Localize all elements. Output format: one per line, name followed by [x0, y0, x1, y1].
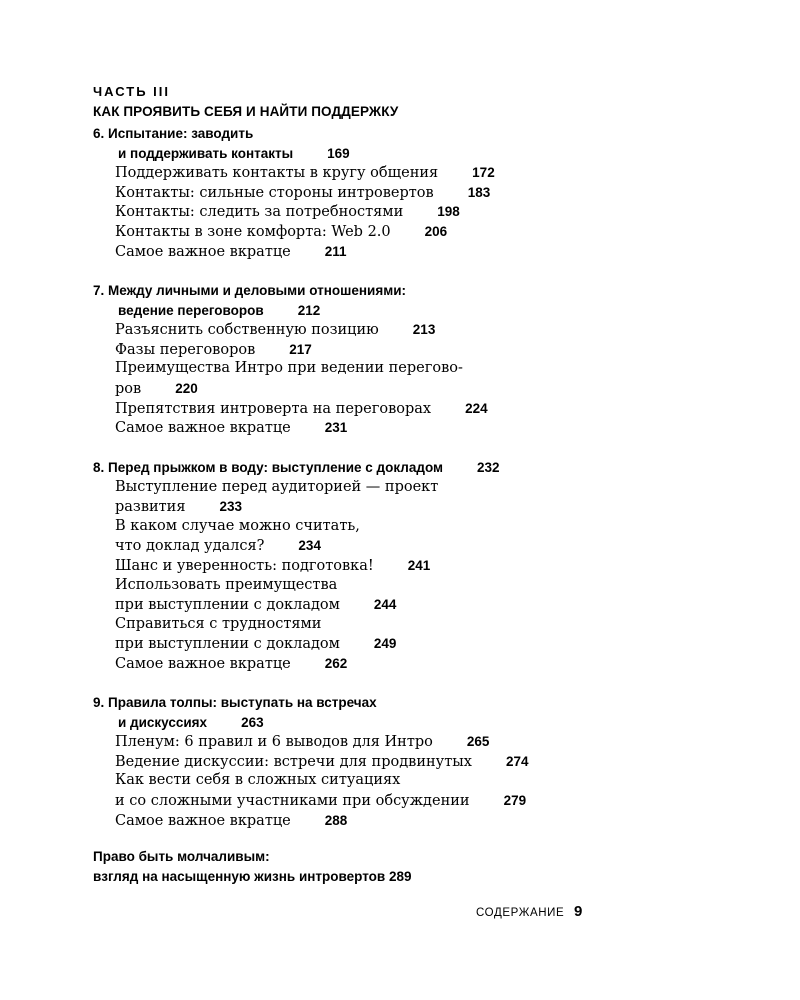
chapter-heading-text: и дискуссиях [118, 714, 208, 730]
toc-page-number: 169 [327, 145, 350, 161]
toc-page-number: 233 [219, 499, 243, 515]
toc-entry-text: Преимущества Интро при ведении перегово- [115, 360, 463, 377]
toc-page-number: 244 [373, 597, 397, 613]
closing-title [93, 849, 270, 864]
toc-entry-text: Справиться с трудностями [115, 615, 322, 632]
toc-entry [115, 183, 490, 203]
toc-entry [115, 478, 438, 497]
closing-line-2: взгляд на насыщенную жизнь интровертов [93, 869, 386, 884]
toc-entry [115, 340, 312, 360]
chapter-heading [93, 693, 377, 712]
toc-page-number: 262 [324, 656, 348, 671]
toc-entry [115, 752, 528, 772]
toc-entry [115, 320, 435, 340]
toc-entry-text: В каком случае можно считать, [115, 517, 360, 534]
chapter-heading-text: ведение переговоров [118, 302, 264, 318]
toc-entry [115, 595, 396, 615]
toc-entry [115, 556, 430, 576]
chapter-heading [118, 713, 264, 732]
toc-page-number: 232 [477, 460, 500, 475]
toc-entry [115, 791, 526, 811]
part-label: ЧАСТЬ III [93, 84, 170, 99]
toc-entry [115, 418, 347, 438]
toc-entry-text: Как вести себя в сложных ситуациях [115, 772, 401, 789]
toc-entry [115, 732, 489, 752]
toc-entry [115, 517, 360, 536]
toc-entry-text: Разъяснить собственную позицию [115, 322, 379, 339]
toc-entry-text: что доклад удался? [115, 538, 265, 555]
toc-page-number: 217 [289, 341, 312, 357]
toc-entry [115, 615, 321, 634]
chapter-heading [118, 301, 320, 320]
toc-page-number: 279 [503, 793, 527, 808]
chapter-heading [93, 458, 500, 477]
toc-entry-text: Контакты: сильные стороны интровертов [115, 184, 434, 201]
closing-subtitle [93, 869, 412, 884]
toc-entry-text: развития [115, 499, 186, 516]
closing-page-number: 289 [388, 869, 412, 884]
toc-entry [115, 222, 447, 242]
toc-entry-text: Самое важное вкратце [115, 420, 291, 437]
toc-page-number: 234 [298, 538, 321, 554]
toc-entry [115, 576, 337, 595]
page-number: 9 [574, 903, 583, 920]
toc-entry [115, 497, 242, 517]
chapter-heading-text: и поддерживать контакты [118, 145, 294, 161]
toc-page-number: 212 [297, 302, 321, 318]
chapter-heading-text: 6. Испытание: заводить [93, 126, 254, 141]
toc-page-number: 241 [407, 558, 431, 573]
toc-entry-text: при выступлении с докладом [115, 636, 340, 653]
toc-entry [115, 359, 463, 378]
toc-page-number: 274 [505, 753, 529, 769]
chapter-heading [118, 144, 350, 163]
toc-page-number: 231 [324, 420, 348, 436]
toc-page-number: 249 [373, 636, 397, 652]
toc-entry [115, 771, 400, 790]
toc-entry-text: Использовать преимущества [115, 576, 338, 593]
toc-entry-text: Поддерживать контакты в кругу общения [115, 165, 439, 182]
toc-page-number: 288 [324, 812, 348, 828]
toc-page-number: 224 [465, 400, 488, 416]
toc-entry-text: Выступление перед аудиторией — проект [115, 478, 439, 495]
toc-entry-text: ров [115, 381, 142, 397]
toc-entry-text: Контакты: следить за потребностями [115, 204, 404, 221]
toc-entry-text: Контакты в зоне комфорта: Web 2.0 [115, 224, 391, 240]
toc-page-number: 213 [412, 322, 436, 338]
toc-page-number: 211 [324, 243, 347, 259]
toc-page-number: 198 [437, 204, 460, 220]
chapter-heading [93, 281, 406, 300]
toc-page-number: 220 [175, 381, 198, 396]
chapter-heading-text: 7. Между личными и деловыми отношениями: [93, 283, 407, 298]
toc-page-number: 172 [472, 165, 495, 181]
part-title: КАК ПРОЯВИТЬ СЕБЯ И НАЙТИ ПОДДЕРЖКУ [93, 104, 399, 119]
toc-page-number: 183 [467, 184, 491, 200]
toc-entry [115, 399, 488, 419]
toc-entry-text: Шанс и уверенность: подготовка! [115, 558, 374, 574]
toc-entry-text: Препятствия интроверта на переговорах [115, 400, 432, 417]
toc-entry-text: Фазы переговоров [115, 341, 256, 358]
toc-entry-text: Самое важное вкратце [115, 812, 291, 829]
toc-entry-text: и со сложными участниками при обсуждении [115, 793, 470, 809]
toc-entry [115, 379, 198, 399]
closing-line-1: Право быть молчаливым: [93, 849, 270, 864]
toc-entry-text: Самое важное вкратце [115, 243, 291, 260]
toc-page-number: 263 [241, 714, 264, 730]
chapter-heading [93, 124, 253, 143]
toc-entry-text: Самое важное вкратце [115, 656, 291, 672]
toc-entry [115, 536, 321, 556]
toc-page-number: 206 [424, 224, 448, 239]
chapter-heading-text: 9. Правила толпы: выступать на встречах [93, 695, 377, 710]
toc-entry [115, 242, 347, 262]
toc-entry [115, 163, 495, 183]
toc-entry [115, 202, 460, 222]
toc-entry [115, 811, 347, 831]
toc-entry [115, 654, 347, 674]
chapter-heading-text: 8. Перед прыжком в воду: выступление с докладом [93, 460, 443, 475]
toc-entry [115, 634, 396, 654]
toc-entry-text: Пленум: 6 правил и 6 выводов для Интро [115, 734, 433, 751]
toc-entry-text: при выступлении с докладом [115, 597, 340, 614]
toc-page-number: 265 [466, 734, 490, 750]
running-footer-label: СОДЕРЖАНИЕ [476, 907, 565, 919]
toc-entry-text: Ведение дискуссии: встречи для продвинутых [115, 753, 472, 770]
